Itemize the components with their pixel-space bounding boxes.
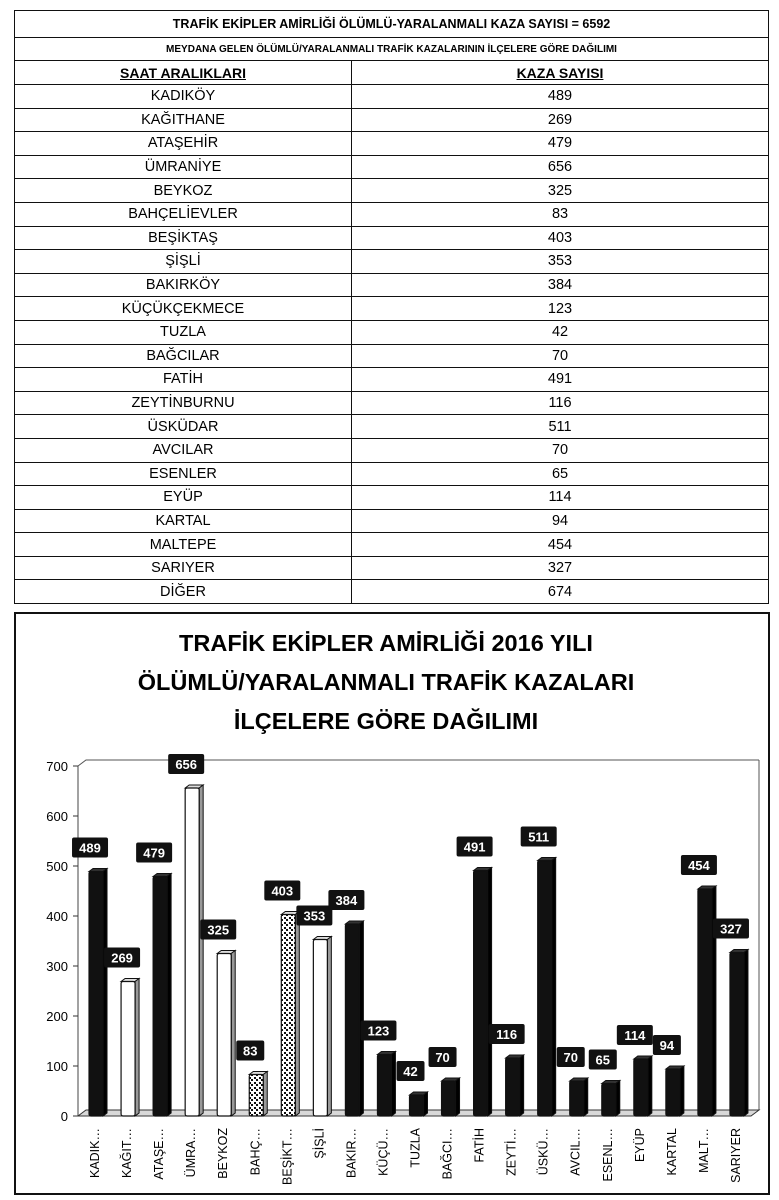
bar: [442, 1081, 456, 1116]
district-cell: DİĞER: [15, 580, 352, 604]
y-tick-label: 200: [46, 1009, 68, 1024]
data-label: 94: [659, 1038, 675, 1053]
data-label: 353: [303, 908, 326, 924]
count-cell: 656: [352, 155, 769, 179]
data-label: 511: [528, 829, 550, 845]
bar: [634, 1059, 648, 1116]
table-row: [15, 179, 769, 203]
table-row: [15, 273, 769, 297]
chart-title-line-2: ÖLÜMLÜ/YARALANMALI TRAFİK KAZALARI: [137, 669, 635, 695]
district-table-section: [14, 10, 768, 606]
y-tick-label: 100: [46, 1059, 68, 1074]
count-cell: 114: [352, 486, 769, 510]
data-label: 70: [563, 1050, 578, 1065]
district-cell: KÜÇÜKÇEKMECE: [15, 297, 352, 321]
data-label: 491: [463, 839, 486, 855]
count-cell: 353: [352, 250, 769, 274]
table-row: [15, 509, 769, 533]
count-cell: 325: [352, 179, 769, 203]
bar: [281, 915, 295, 1117]
data-label: 489: [79, 840, 101, 856]
bar-side: [135, 979, 139, 1117]
table-row: [15, 462, 769, 486]
count-cell: 123: [352, 297, 769, 321]
count-cell: 70: [352, 344, 769, 368]
district-cell: ŞİŞLİ: [15, 250, 352, 274]
bar: [377, 1055, 391, 1117]
count-cell: 83: [352, 202, 769, 226]
bar: [313, 940, 327, 1117]
x-tick-label: BAKIR…: [344, 1128, 359, 1179]
bar-chart: [16, 614, 768, 1193]
count-cell: 42: [352, 320, 769, 344]
accident-table: [14, 10, 769, 604]
table-row: [15, 250, 769, 274]
y-tick-label: 300: [46, 959, 68, 974]
count-cell: 70: [352, 438, 769, 462]
count-cell: 94: [352, 509, 769, 533]
district-cell: FATİH: [15, 368, 352, 392]
bar: [570, 1081, 584, 1116]
bar-side: [263, 1072, 267, 1117]
table-row: [15, 297, 769, 321]
table-row: [15, 344, 769, 368]
data-label: 42: [403, 1064, 418, 1079]
table-row: [15, 368, 769, 392]
data-label: 70: [435, 1050, 450, 1065]
x-tick-label: BEYKOZ: [216, 1128, 231, 1179]
bar-chart-section: [14, 612, 770, 1195]
bar: [217, 954, 231, 1117]
x-tick-label: BEŞİKT…: [280, 1128, 295, 1185]
count-cell: 65: [352, 462, 769, 486]
district-cell: BEYKOZ: [15, 179, 352, 203]
x-tick-label: BAHÇ…: [248, 1128, 263, 1176]
bar: [602, 1084, 616, 1117]
count-cell: 384: [352, 273, 769, 297]
y-tick-label: 700: [46, 759, 68, 774]
data-label: 656: [175, 757, 198, 772]
district-cell: SARIYER: [15, 556, 352, 580]
x-tick-label: FATİH: [472, 1128, 487, 1163]
district-cell: ESENLER: [15, 462, 352, 486]
count-cell: 269: [352, 108, 769, 132]
x-tick-label: KADIK…: [88, 1128, 103, 1179]
data-label: 403: [271, 883, 294, 899]
bar-side: [199, 785, 203, 1116]
x-tick-label: TUZLA: [408, 1128, 423, 1168]
bar: [121, 982, 135, 1117]
table-row: [15, 438, 769, 462]
data-label: 123: [367, 1023, 390, 1039]
table-row: [15, 533, 769, 557]
bar: [89, 872, 103, 1117]
bar-side: [167, 874, 171, 1117]
count-cell: 489: [352, 85, 769, 109]
table-row: [15, 155, 769, 179]
count-cell: 327: [352, 556, 769, 580]
bar: [698, 889, 712, 1116]
y-tick-label: 400: [46, 909, 68, 924]
y-tick-label: 600: [46, 809, 68, 824]
district-cell: BAKIRKÖY: [15, 273, 352, 297]
data-label: 83: [243, 1043, 258, 1059]
district-cell: ÜSKÜDAR: [15, 415, 352, 439]
bar-side: [231, 951, 235, 1117]
district-cell: AVCILAR: [15, 438, 352, 462]
table-row: [15, 556, 769, 580]
district-cell: ZEYTİNBURNU: [15, 391, 352, 415]
bar: [666, 1069, 680, 1116]
x-tick-label: KÜÇÜ…: [376, 1128, 391, 1176]
table-row: [15, 415, 769, 439]
data-label: 327: [720, 921, 742, 937]
table-row: [15, 85, 769, 109]
bar: [474, 871, 488, 1117]
count-cell: 479: [352, 132, 769, 156]
chart-title-line-1: TRAFİK EKİPLER AMİRLİĞİ 2016 YILI: [179, 630, 593, 656]
table-subtitle: MEYDANA GELEN ÖLÜMLÜ/YARALANMALI TRAFİK KAZALARININ İLÇELERE GÖRE DAĞILIMI: [15, 38, 769, 61]
count-cell: 511: [352, 415, 769, 439]
table-title: TRAFİK EKİPLER AMİRLİĞİ ÖLÜMLÜ-YARALANMALI KAZA SAYISI = 6592: [15, 11, 769, 38]
bar: [345, 924, 359, 1116]
x-tick-label: AVCIL…: [568, 1128, 583, 1176]
district-cell: EYÜP: [15, 486, 352, 510]
x-tick-label: ÜSKÜ…: [536, 1128, 551, 1176]
district-cell: BAĞCILAR: [15, 344, 352, 368]
table-row: [15, 202, 769, 226]
x-tick-label: ESENL…: [600, 1128, 615, 1182]
district-cell: MALTEPE: [15, 533, 352, 557]
x-tick-label: SARIYER: [728, 1128, 743, 1183]
chart-title-line-3: İLÇELERE GÖRE DAĞILIMI: [233, 708, 539, 734]
district-cell: KAĞITHANE: [15, 108, 352, 132]
bar: [410, 1095, 424, 1116]
table-row: [15, 391, 769, 415]
table-row: [15, 226, 769, 250]
data-label: 325: [207, 922, 230, 938]
column-header-district: SAAT ARALIKLARI: [15, 61, 352, 85]
district-cell: ATAŞEHİR: [15, 132, 352, 156]
x-tick-label: MALT…: [696, 1128, 711, 1173]
x-tick-label: ŞİŞLİ: [312, 1128, 327, 1159]
y-tick-label: 0: [60, 1109, 68, 1124]
bar: [153, 877, 167, 1117]
x-tick-label: BAĞCI…: [440, 1128, 455, 1180]
district-cell: TUZLA: [15, 320, 352, 344]
x-tick-label: KAĞIT…: [120, 1128, 135, 1179]
x-tick-label: ÜMRA…: [184, 1128, 199, 1178]
district-cell: ÜMRANİYE: [15, 155, 352, 179]
count-cell: 403: [352, 226, 769, 250]
count-cell: 674: [352, 580, 769, 604]
count-cell: 454: [352, 533, 769, 557]
data-label: 116: [496, 1027, 518, 1042]
data-label: 114: [624, 1028, 646, 1043]
data-label: 479: [143, 845, 165, 861]
bar: [185, 788, 199, 1116]
count-cell: 491: [352, 368, 769, 392]
bar: [506, 1058, 520, 1116]
x-tick-label: ATAŞE…: [152, 1128, 167, 1180]
table-row: [15, 320, 769, 344]
table-row: [15, 486, 769, 510]
table-row: [15, 580, 769, 604]
table-row: [15, 132, 769, 156]
district-cell: BEŞİKTAŞ: [15, 226, 352, 250]
x-tick-label: ZEYTİ…: [504, 1128, 519, 1176]
x-tick-label: EYÜP: [632, 1128, 647, 1163]
column-header-count: KAZA SAYISI: [352, 61, 769, 85]
x-tick-label: KARTAL: [664, 1128, 679, 1176]
bar: [249, 1075, 263, 1117]
data-label: 65: [595, 1052, 611, 1068]
count-cell: 116: [352, 391, 769, 415]
data-label: 384: [335, 893, 358, 908]
y-tick-label: 500: [46, 859, 68, 874]
table-row: [15, 108, 769, 132]
data-label: 454: [688, 858, 710, 873]
data-label: 269: [111, 950, 133, 966]
district-cell: KARTAL: [15, 509, 352, 533]
bar: [538, 861, 552, 1117]
district-cell: BAHÇELİEVLER: [15, 202, 352, 226]
bar: [730, 953, 744, 1117]
district-cell: KADIKÖY: [15, 85, 352, 109]
